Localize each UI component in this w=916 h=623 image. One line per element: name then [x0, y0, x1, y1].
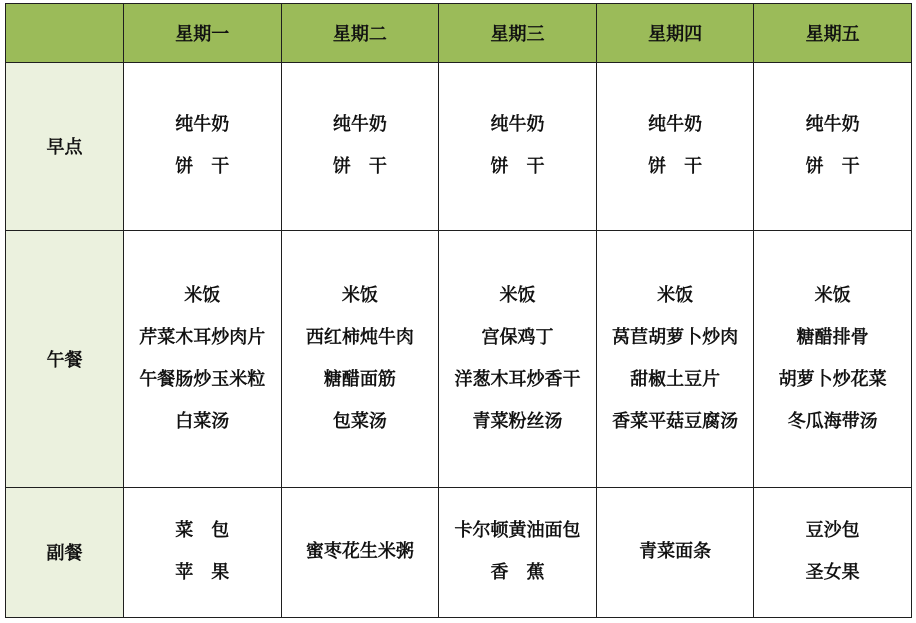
- menu-item: 胡萝卜炒花菜: [778, 368, 887, 390]
- menu-item: 卡尔顿黄油面包: [454, 520, 581, 542]
- breakfast-row: [6, 63, 912, 231]
- menu-item: 饼 干: [490, 156, 545, 178]
- menu-item: 苹 果: [175, 562, 230, 584]
- menu-item: 香 蕉: [490, 562, 545, 584]
- menu-item: 纯牛奶: [332, 114, 387, 136]
- menu-cell: [439, 63, 597, 231]
- menu-item: 糖醋面筋: [323, 368, 396, 390]
- menu-item: 米饭: [657, 284, 694, 306]
- weekly-menu-table: [5, 3, 912, 618]
- menu-cell: [596, 487, 754, 617]
- day-header: 星期四: [596, 4, 754, 63]
- menu-cell: [281, 487, 439, 617]
- menu-cell: [754, 230, 912, 487]
- day-header: 星期二: [281, 4, 439, 63]
- day-header: 星期一: [124, 4, 282, 63]
- menu-cell: [124, 63, 282, 231]
- menu-item: 饼 干: [805, 156, 860, 178]
- menu-item: 饼 干: [648, 156, 703, 178]
- menu-item: 纯牛奶: [490, 114, 545, 136]
- menu-item: 白菜汤: [175, 410, 230, 432]
- menu-item: 米饭: [184, 284, 221, 306]
- menu-item: 宫保鸡丁: [481, 326, 554, 348]
- menu-cell: [439, 487, 597, 617]
- row-label: 副餐: [6, 487, 124, 617]
- menu-item: 纯牛奶: [805, 114, 860, 136]
- corner-cell: [6, 4, 124, 63]
- menu-item: 米饭: [499, 284, 536, 306]
- menu-cell: [596, 230, 754, 487]
- menu-item: 饼 干: [175, 156, 230, 178]
- snack-row: [6, 487, 912, 617]
- menu-item: 芹菜木耳炒肉片: [139, 326, 266, 348]
- menu-item: 糖醋排骨: [796, 326, 869, 348]
- menu-cell: [124, 230, 282, 487]
- menu-item: 饼 干: [332, 156, 387, 178]
- menu-item: 圣女果: [805, 562, 860, 584]
- menu-item: 午餐肠炒玉米粒: [139, 368, 266, 390]
- header-row: [6, 4, 912, 63]
- menu-cell: [439, 230, 597, 487]
- menu-cell: [124, 487, 282, 617]
- menu-item: 西红柿炖牛肉: [305, 326, 414, 348]
- menu-item: 莴苣胡萝卜炒肉: [612, 326, 739, 348]
- menu-item: 米饭: [341, 284, 378, 306]
- menu-cell: [754, 487, 912, 617]
- menu-item: 蜜枣花生米粥: [305, 541, 414, 563]
- menu-cell: [281, 230, 439, 487]
- row-label: 午餐: [6, 230, 124, 487]
- day-header: 星期五: [754, 4, 912, 63]
- menu-item: 纯牛奶: [648, 114, 703, 136]
- menu-item: 冬瓜海带汤: [787, 410, 878, 432]
- menu-item: 青菜粉丝汤: [472, 410, 563, 432]
- menu-item: 甜椒土豆片: [630, 368, 721, 390]
- lunch-row: [6, 230, 912, 487]
- menu-item: 米饭: [814, 284, 851, 306]
- menu-item: 洋葱木耳炒香干: [454, 368, 581, 390]
- row-label: 早点: [6, 63, 124, 231]
- menu-cell: [596, 63, 754, 231]
- day-header: 星期三: [439, 4, 597, 63]
- menu-item: 菜 包: [175, 520, 230, 542]
- menu-item: 香菜平菇豆腐汤: [612, 410, 739, 432]
- menu-item: 青菜面条: [639, 541, 712, 563]
- menu-cell: [754, 63, 912, 231]
- menu-item: 包菜汤: [332, 410, 387, 432]
- menu-cell: [281, 63, 439, 231]
- menu-item: 豆沙包: [805, 520, 860, 542]
- menu-item: 纯牛奶: [175, 114, 230, 136]
